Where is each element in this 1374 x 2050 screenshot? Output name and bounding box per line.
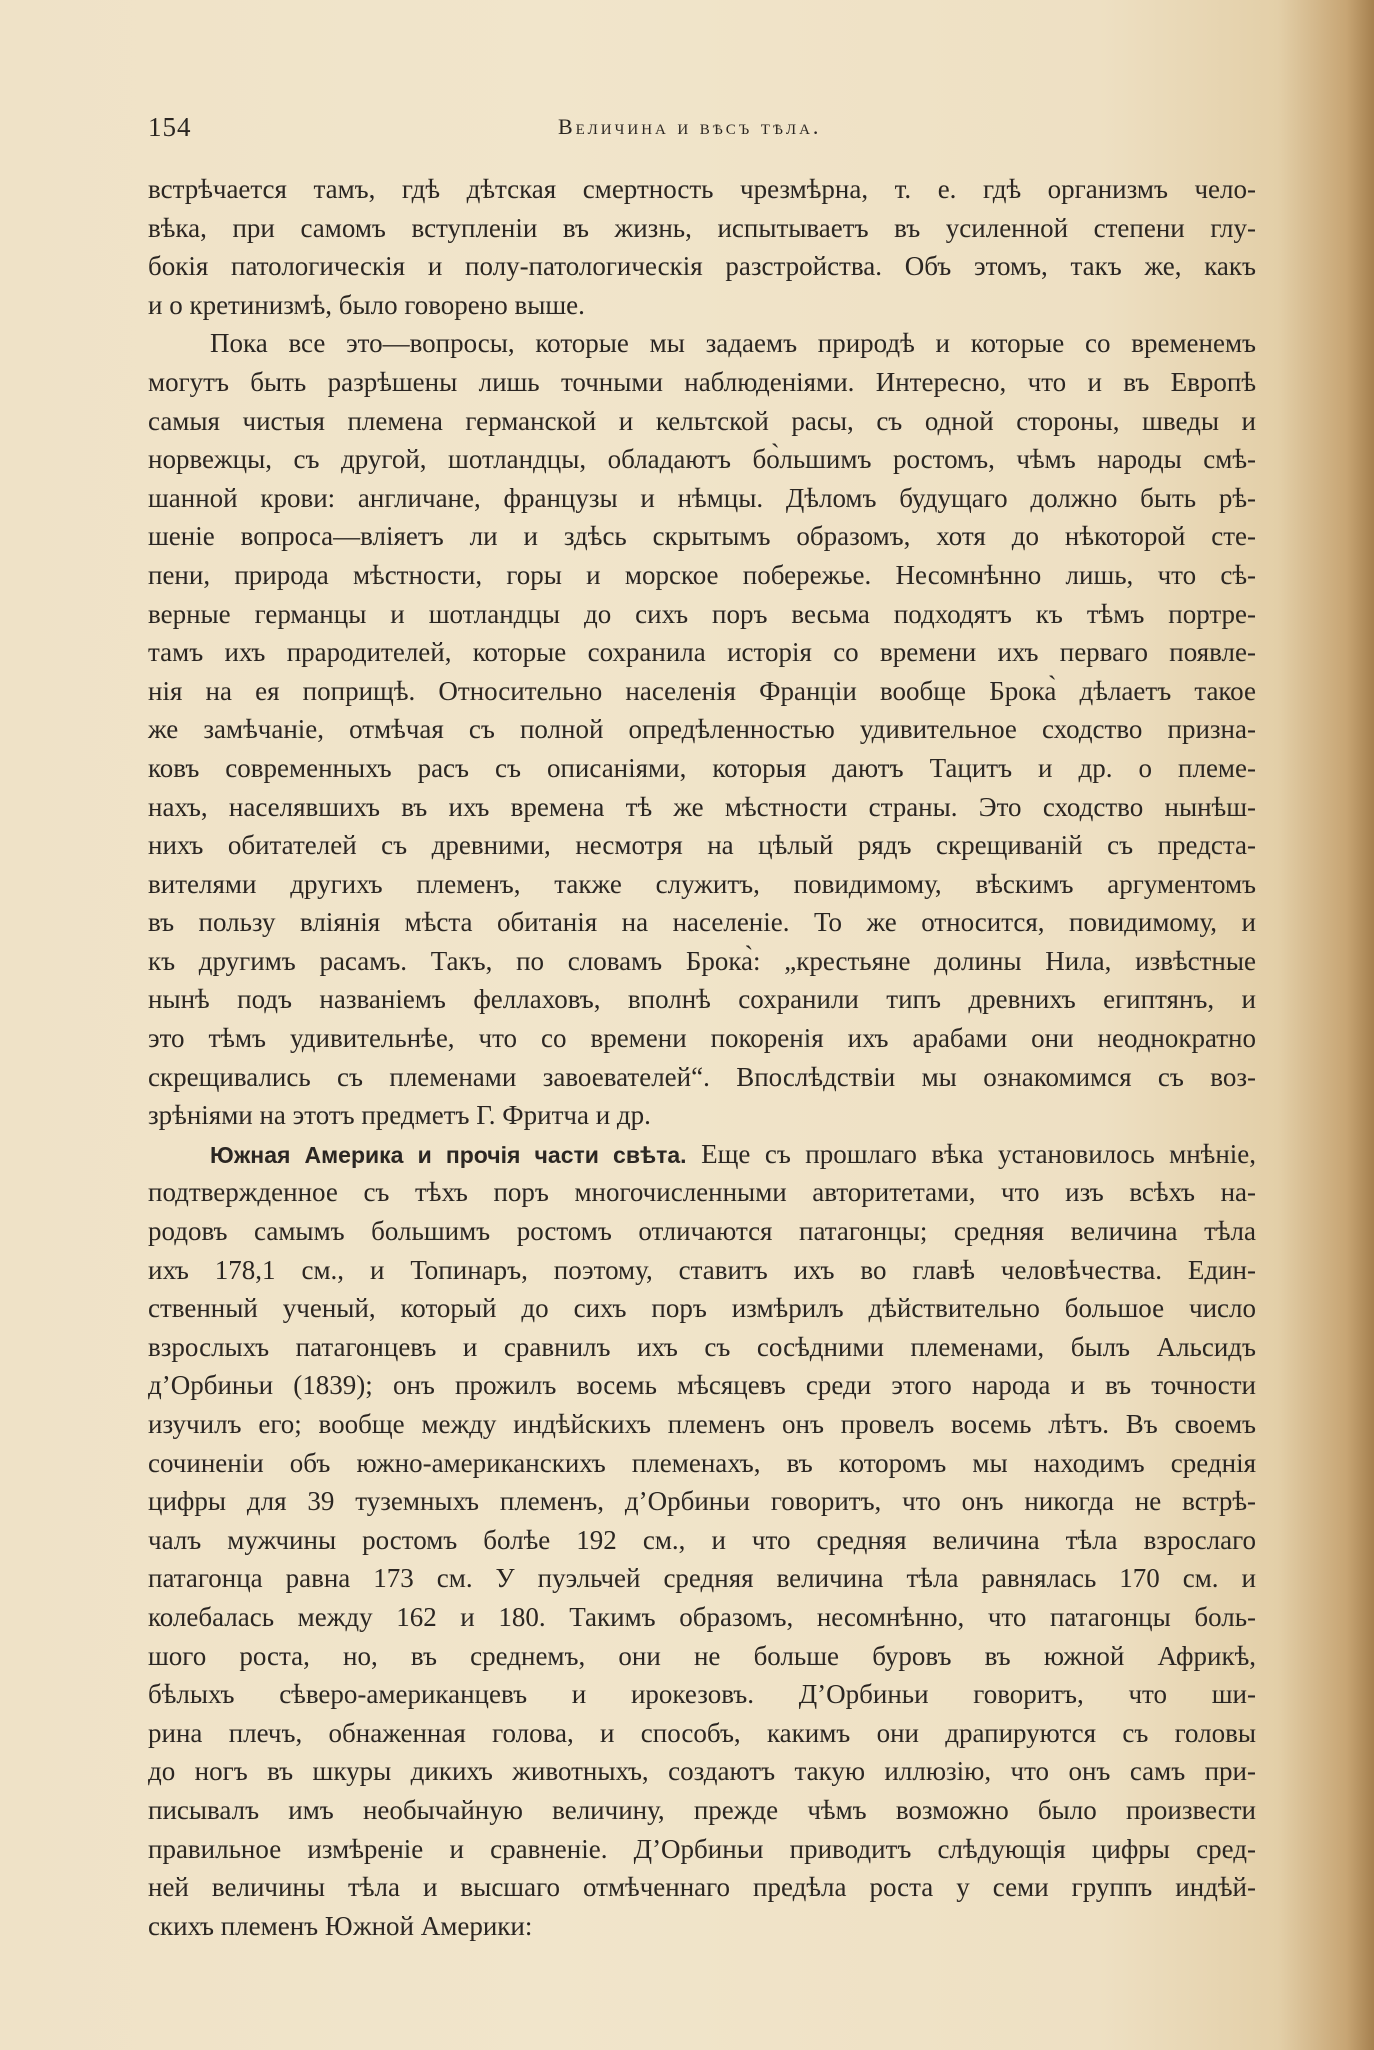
text-line: до ногъ въ шкуры дикихъ животныхъ, создаютъ такую иллюзію, что онъ самъ при- (148, 1756, 1256, 1787)
text-line: ней величины тѣла и высшаго отмѣченнаго предѣла роста у семи группъ индѣй- (148, 1872, 1256, 1903)
text-line: взрослыхъ патагонцевъ и сравнилъ ихъ съ сосѣдними племенами, былъ Альсидъ (148, 1331, 1256, 1362)
text-line: бокія патологическія и полу-патологическія разстройства. Объ этомъ, такъ же, какъ (148, 251, 1256, 282)
page-body (148, 170, 1256, 1945)
text-line: бѣлыхъ сѣверо-американцевъ и ирокезовъ. Д’Орбиньи говоритъ, что ши- (148, 1679, 1256, 1710)
text-line (148, 1135, 1256, 1174)
text-line: къ другимъ расамъ. Такъ, по словамъ Брока̀: „крестьяне долины Нила, извѣстные (148, 945, 1256, 976)
text-line: самыя чистыя племена германской и кельтской расы, съ одной стороны, шведы и (148, 405, 1256, 436)
text-line: писывалъ имъ необычайную величину, прежде чѣмъ возможно было произвести (148, 1794, 1256, 1825)
text-line: патагонца равна 173 см. У пуэльчей средняя величина тѣла равнялась 170 см. и (148, 1563, 1256, 1594)
text-line: родовъ самымъ большимъ ростомъ отличаются патагонцы; средняя величина тѣла (148, 1216, 1256, 1247)
text-line: нахъ, населявшихъ въ ихъ времена тѣ же мѣстности страны. Это сходство нынѣш- (148, 791, 1256, 822)
running-head (148, 112, 1258, 152)
text-line: зрѣніями на этотъ предметъ Г. Фритча и др. (148, 1100, 651, 1131)
text-line: правильное измѣреніе и сравненіе. Д’Орбиньи приводитъ слѣдующія цифры сред- (148, 1833, 1256, 1864)
text-line: чалъ мужчины ростомъ болѣе 192 см., и что средняя величина тѣла взрослаго (148, 1524, 1256, 1555)
text-line: ственный ученый, который до сихъ поръ измѣрилъ дѣйствительно большое число (148, 1293, 1256, 1324)
section-title: Южная Америка и прочія части свѣта. (210, 1141, 687, 1168)
text-line: и о кретинизмѣ, было говорено выше. (148, 289, 585, 320)
text-line: шеніе вопроса—вліяетъ ли и здѣсь скрытымъ образомъ, хотя до нѣкоторой сте- (148, 521, 1256, 552)
text-run: Еще съ прошлаго вѣка установилось мнѣніе, (701, 1138, 1257, 1169)
text-line: ковъ современныхъ расъ съ описаніями, которыя даютъ Тацитъ и др. о племе- (148, 752, 1256, 783)
text-line: изучилъ его; вообще между индѣйскихъ племенъ онъ провелъ восемь лѣтъ. Въ своемъ (148, 1409, 1256, 1439)
text-line: вѣка, при самомъ вступленіи въ жизнь, испытываетъ въ усиленной степени глу- (148, 212, 1256, 243)
text-line: нынѣ подъ названіемъ феллаховъ, вполнѣ сохранили типъ древнихъ египтянъ, и (148, 984, 1256, 1015)
text-line: же замѣчаніе, отмѣчая съ полной опредѣленностью удивительное сходство призна- (148, 714, 1256, 745)
text-line: подтвержденное съ тѣхъ поръ многочисленными авторитетами, что изъ всѣхъ на- (148, 1177, 1256, 1208)
text-line: сочиненіи объ южно-американскихъ племенахъ, въ которомъ мы находимъ среднія (148, 1447, 1256, 1478)
text-line: нія на ея поприщѣ. Относительно населенія Франціи вообще Брока̀ дѣлаетъ такое (148, 675, 1256, 706)
text-line: нихъ обитателей съ древними, несмотря на цѣлый рядъ скрещиваній съ предста- (148, 830, 1256, 861)
text-line: шого роста, но, въ среднемъ, они не больше буровъ въ южной Африкѣ, (148, 1640, 1256, 1671)
text-line: въ пользу вліянія мѣста обитанія на населеніе. То же относится, повидимому, и (148, 907, 1256, 938)
text-line: пени, природа мѣстности, горы и морское побережье. Несомнѣнно лишь, что сѣ- (148, 559, 1256, 590)
text-line: скрещивались съ племенами завоевателей“. Впослѣдствіи мы ознакомимся съ воз- (148, 1061, 1256, 1092)
text-line: вителями другихъ племенъ, также служитъ, повидимому, вѣскимъ аргументомъ (148, 868, 1256, 899)
text-line: ихъ 178,1 см., и Топинаръ, поэтому, ставитъ ихъ во главѣ человѣчества. Един- (148, 1254, 1256, 1285)
text-line: колебалась между 162 и 180. Такимъ образомъ, несомнѣнно, что патагонцы боль- (148, 1601, 1256, 1632)
text-line: тамъ ихъ прародителей, которые сохранила исторія со времени ихъ перваго появле- (148, 637, 1256, 668)
text-line: скихъ племенъ Южной Америки: (148, 1910, 533, 1941)
text-line: могутъ быть разрѣшены лишь точными наблюденіями. Интересно, что и въ Европѣ (148, 366, 1256, 397)
running-title: Величина и вѣсъ тѣла. (558, 114, 822, 139)
text-line: рина плечъ, обнаженная голова, и способъ, какимъ они драпируются съ головы (148, 1717, 1256, 1748)
page-number: 154 (148, 112, 192, 142)
text-line: шанной крови: англичане, французы и нѣмцы. Дѣломъ будущаго должно быть рѣ- (148, 482, 1256, 513)
text-line: это тѣмъ удивительнѣе, что со времени покоренія ихъ арабами они неоднократно (148, 1023, 1256, 1054)
text-line: цифры для 39 туземныхъ племенъ, д’Орбиньи говоритъ, что онъ никогда не встрѣ- (148, 1486, 1256, 1517)
text-line: верные германцы и шотландцы до сихъ поръ весьма подходятъ къ тѣмъ портре- (148, 598, 1256, 629)
text-line: д’Орбиньи (1839); онъ прожилъ восемь мѣсяцевъ среди этого народа и въ точности (148, 1370, 1256, 1401)
text-line: встрѣчается тамъ, гдѣ дѣтская смертность чрезмѣрна, т. е. гдѣ организмъ чело- (148, 174, 1256, 204)
text-line: Пока все это—вопросы, которые мы задаемъ природѣ и которые со временемъ (210, 328, 1256, 359)
text-line: норвежцы, съ другой, шотландцы, обладаютъ бо̀льшимъ ростомъ, чѣмъ народы смѣ- (148, 444, 1256, 475)
